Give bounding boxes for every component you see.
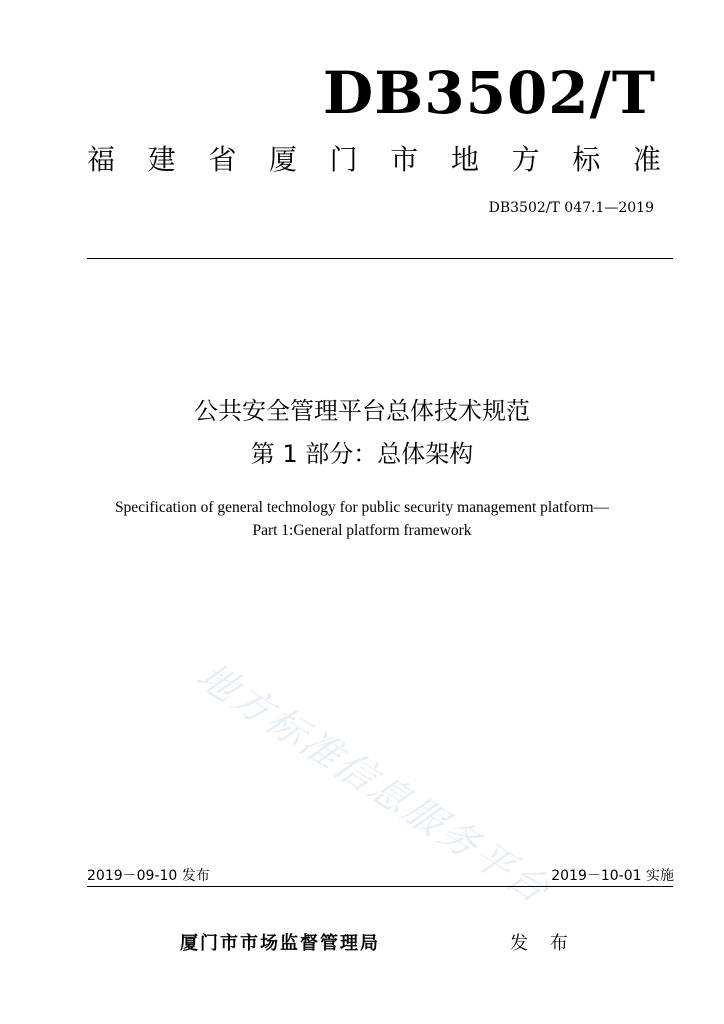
title-english-line2: Part 1:General platform framework [252, 522, 472, 539]
standard-type-char: 省 [208, 143, 237, 176]
standard-number: DB3502/T 047.1—2019 [488, 200, 654, 216]
footer-divider [87, 886, 673, 887]
standard-type-char: 建 [147, 143, 176, 176]
standard-type-char: 标 [572, 143, 601, 176]
header-divider [87, 258, 673, 259]
title-english-line1: Specification of general technology for public security management platform— [114, 499, 610, 516]
issue-label: 发 布 [510, 933, 576, 954]
watermark-text: 地方标准信息服务平台 [187, 654, 561, 912]
standard-type-char: 市 [390, 143, 419, 176]
standard-type-char: 厦 [268, 143, 297, 176]
standard-type-char: 门 [329, 143, 358, 176]
issuing-authority: 厦门市市场监督管理局 [180, 933, 380, 954]
standard-type-char: 福 [87, 143, 116, 176]
standard-type-title [87, 142, 661, 178]
standard-type-char: 地 [450, 143, 479, 176]
title-chinese-line1: 公共安全管理平台总体技术规范 [194, 397, 530, 425]
standard-type-char: 准 [632, 143, 661, 176]
title-chinese-line2: 第 1 部分：总体架构 [250, 440, 474, 468]
standard-type-char: 方 [511, 143, 540, 176]
publish-date: 2019－09-10 发布 [87, 868, 210, 884]
standard-code: DB3502/T [322, 59, 656, 127]
implement-date: 2019－10-01 实施 [551, 868, 674, 884]
